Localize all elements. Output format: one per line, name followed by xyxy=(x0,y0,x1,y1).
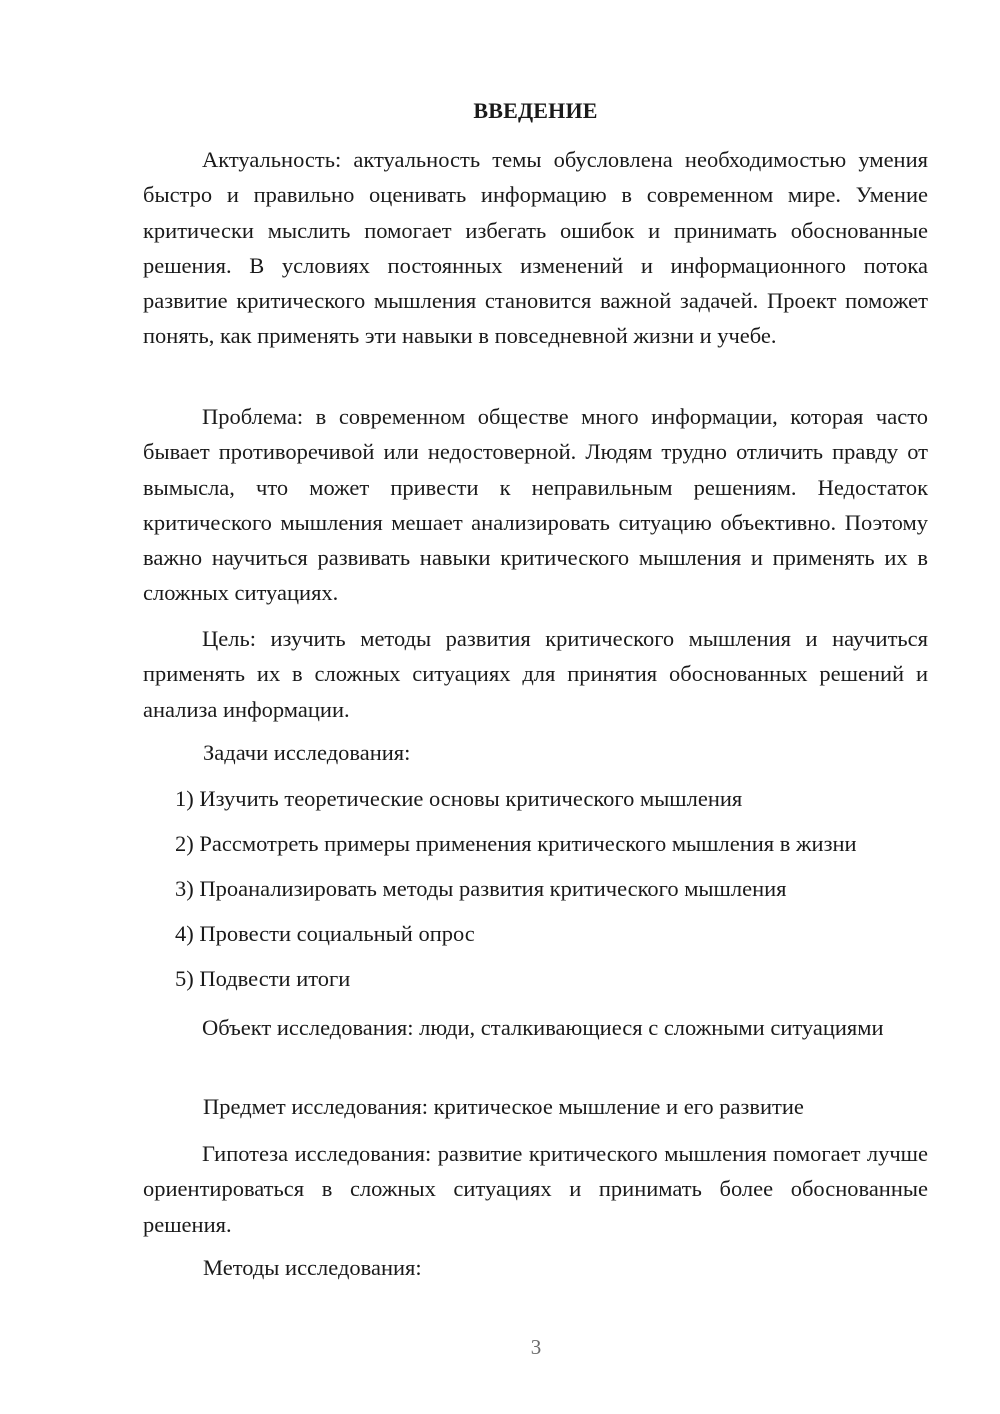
problem-paragraph: Проблема: в современном обществе много информации, которая часто бывает противоречивой или недостоверной. Людям трудно отличить правду от вымысла, что может привести к неправильным решениям. Недостаток критического мышления мешает анализировать ситуацию объективно. Поэтому важно научиться развивать навыки критического мышления и применять их в сложных ситуациях. xyxy=(143,404,928,606)
goal-paragraph: Цель: изучить методы развития критического мышления и научиться применять их в сложных ситуациях для принятия обоснованных решений и анализа информации. xyxy=(143,626,928,722)
page-title: ВВЕДЕНИЕ xyxy=(473,98,598,123)
task-item-1: 1) Изучить теоретические основы критического мышления xyxy=(175,786,743,811)
subject-paragraph: Предмет исследования: критическое мышление и его развитие xyxy=(203,1094,804,1119)
page-number: 3 xyxy=(530,1335,542,1359)
methods-heading: Методы исследования: xyxy=(203,1255,422,1280)
task-item-2: 2) Рассмотреть примеры применения критического мышления в жизни xyxy=(175,831,857,856)
task-item-4: 4) Провести социальный опрос xyxy=(175,921,475,946)
task-item-5: 5) Подвести итоги xyxy=(175,966,351,991)
hypothesis-paragraph: Гипотеза исследования: развитие критического мышления помогает лучше ориентироваться в сложных ситуациях и принимать более обоснованные решения. xyxy=(143,1141,928,1237)
task-item-3: 3) Проанализировать методы развития критического мышления xyxy=(175,876,787,901)
object-paragraph: Объект исследования: люди, сталкивающиеся с сложными ситуациями xyxy=(202,1015,884,1040)
relevance-paragraph: Актуальность: актуальность темы обусловлена необходимостью умения быстро и правильно оценивать информацию в современном мире. Умение критически мыслить помогает избегать ошибок и принимать обоснованные решения. В условиях постоянных изменений и информационного потока развитие критического мышления становится важной задачей. Проект поможет понять, как применять эти навыки в повседневной жизни и учебе. xyxy=(143,147,928,349)
tasks-heading: Задачи исследования: xyxy=(203,740,411,765)
